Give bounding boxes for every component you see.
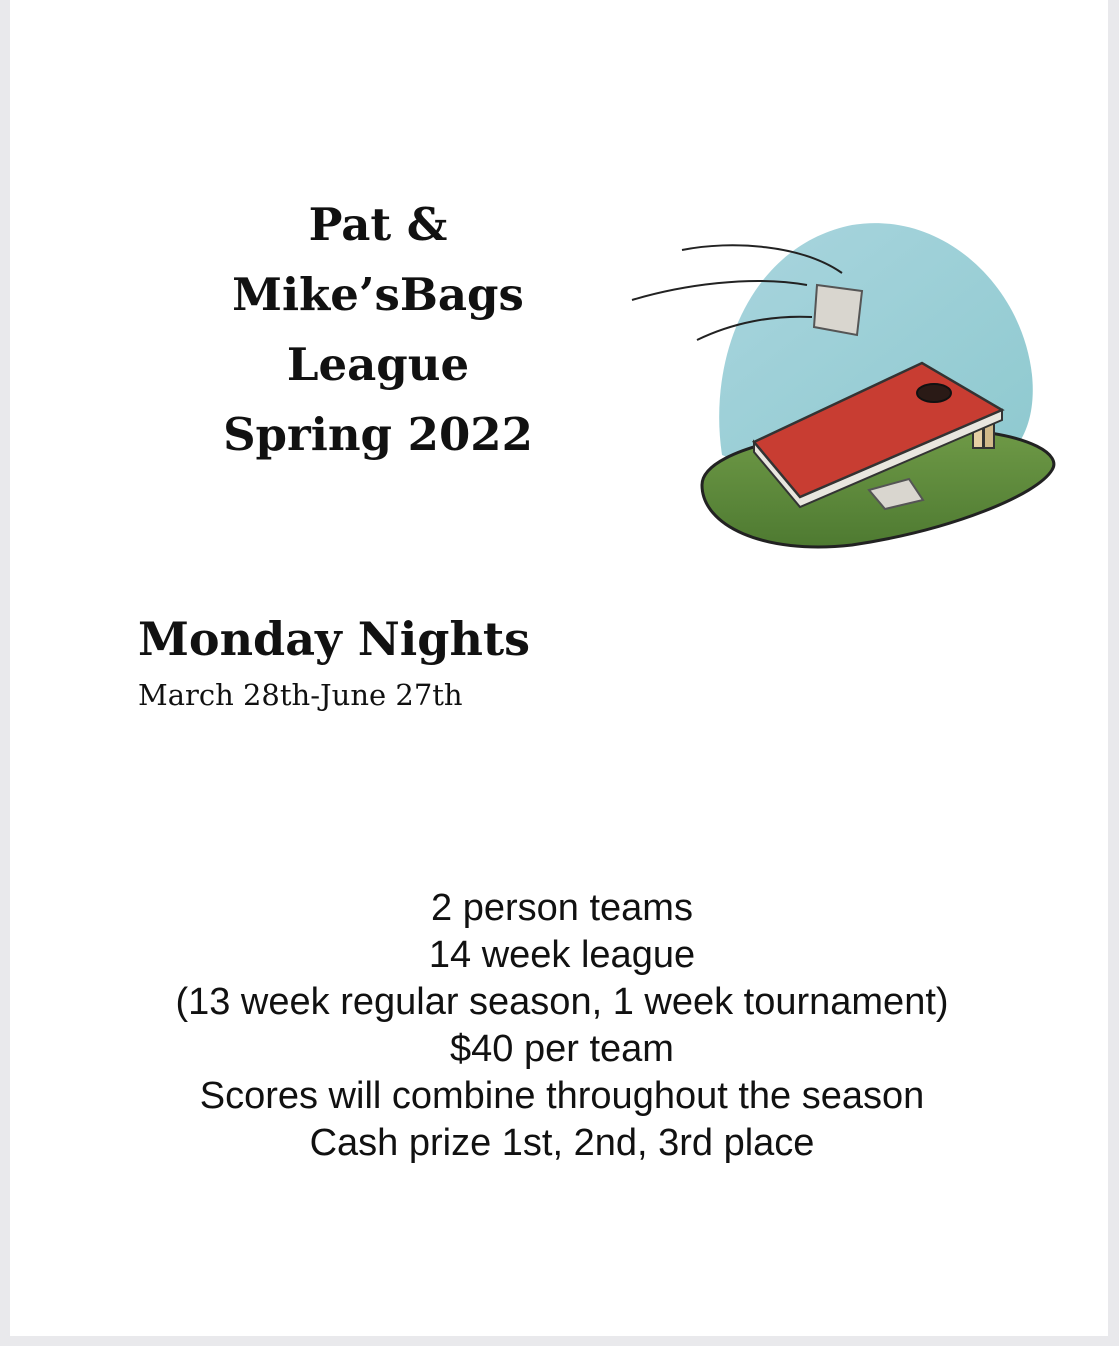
league-title [188, 190, 568, 470]
flying-bag [814, 285, 862, 335]
league-details [110, 885, 1014, 1167]
league-dates: March 28th-June 27th [138, 678, 463, 712]
detail-line: 2 person teams [431, 887, 693, 929]
cornhole-board-icon [622, 205, 1072, 555]
detail-line: 14 week league [428, 934, 696, 976]
league-night: Monday Nights [138, 612, 531, 666]
detail-line: $40 per team [450, 1028, 674, 1070]
title-line: Spring 2022 [223, 408, 533, 461]
title-line: Mike’sBags [232, 268, 524, 321]
detail-line: Cash prize 1st, 2nd, 3rd place [309, 1122, 815, 1164]
title-line: League [286, 338, 470, 391]
flyer-page [10, 0, 1108, 1336]
detail-line: (13 week regular season, 1 week tournament) [175, 981, 949, 1023]
detail-line: Scores will combine throughout the season [199, 1075, 925, 1117]
title-line: Pat & [308, 198, 448, 251]
